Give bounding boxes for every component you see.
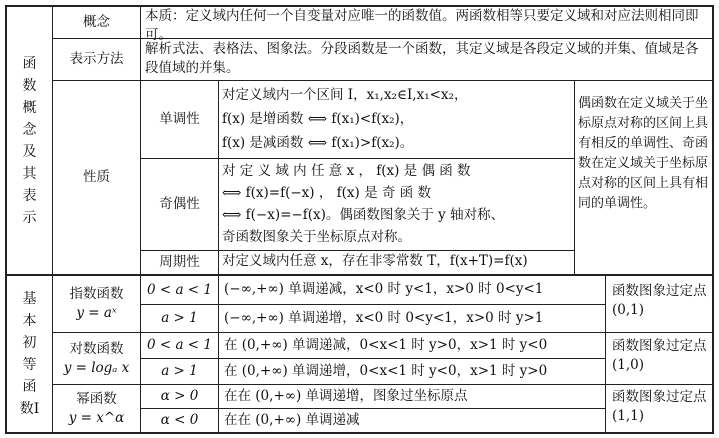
power-name bbox=[53, 385, 140, 432]
parity-line4: 奇函数图象关于坐标原点对称。 bbox=[222, 229, 411, 245]
concept-name: 概念 bbox=[83, 14, 110, 30]
monotonic-line3: f(x) 是减函数 ⟺ f(x₁)>f(x₂)。 bbox=[222, 135, 414, 151]
pow-cond-1: α > 0 bbox=[160, 388, 199, 404]
exp-desc-2: (−∞,+∞) 单调递增，x<0 时 0<y<1，x>0 时 y>1 bbox=[224, 310, 544, 326]
logarithmic-title: 对数函数 bbox=[69, 340, 124, 357]
periodic-text: 对定义域内任意 x，存在非零常数 T，f(x+T)=f(x) bbox=[222, 253, 528, 269]
log-cond-1: 0 < a < 1 bbox=[146, 337, 212, 353]
log-desc-1: 在 (0,+∞) 单调递减，0<x<1 时 y>0，x>1 时 y<0 bbox=[224, 337, 548, 353]
parity-line1: 对 定 义 域 内 任 意 x ， f(x) 是 偶 函 数 bbox=[222, 163, 471, 179]
logarithmic-name bbox=[53, 333, 140, 384]
log-desc-2: 在 (0,+∞) 单调递增，0<x<1 时 y<0，x>1 时 y>0 bbox=[224, 363, 548, 379]
exp-cond-1: 0 < a < 1 bbox=[146, 281, 212, 298]
monotonic-line1: 对定义域内一个区间 I，x₁,x₂∈I,x₁<x₂， bbox=[222, 87, 468, 103]
parity-text bbox=[222, 160, 572, 249]
properties-name: 性质 bbox=[83, 169, 110, 185]
pow-desc-1: 在在 (0,+∞) 单调递增，图象过坐标原点 bbox=[224, 388, 468, 404]
properties-note: 偶函数在定义域关于坐标原点对称的区间上具有相反的单调性、奇函数在定义域关于坐标原点对称的区间上具有相同的单调性。 bbox=[578, 96, 709, 211]
grid-line bbox=[605, 274, 606, 434]
section1-label: 函数概念及其表示 bbox=[22, 55, 37, 226]
power-note: 函数图象过定点 (1,1) bbox=[612, 389, 707, 424]
power-title: 幂函数 bbox=[76, 390, 117, 407]
section2-label: 基本初等函数Ⅰ bbox=[19, 291, 40, 417]
exp-desc-1: (−∞,+∞) 单调递减，x<0 时 y<1，x>0 时 0<y<1 bbox=[224, 281, 544, 297]
exponential-title: 指数函数 bbox=[69, 286, 124, 302]
concept-text: 本质：定义域内任何一个自变量对应唯一的函数值。两函数相等只要定义域和对应法则相同即可。 bbox=[145, 8, 699, 43]
representation-name: 表示方法 bbox=[69, 51, 124, 67]
monotonic-line2: f(x) 是增函数 ⟺ f(x₁)<f(x₂)， bbox=[222, 111, 414, 127]
parity-line2: ⟺ f(x)=f(−x) ， f(x) 是 奇 函 数 bbox=[222, 185, 431, 201]
monotonic-name: 单调性 bbox=[159, 111, 200, 127]
exponential-note: 函数图象过定点 (0,1) bbox=[612, 283, 707, 318]
grid-line bbox=[5, 432, 714, 434]
pow-cond-2: α < 0 bbox=[160, 412, 199, 428]
logarithmic-formula: y = logₐ x bbox=[63, 359, 130, 376]
exponential-formula: y = aˣ bbox=[76, 305, 117, 321]
grid-line bbox=[574, 80, 575, 274]
periodic-name: 周期性 bbox=[159, 254, 200, 270]
grid-line bbox=[218, 80, 219, 434]
pow-desc-2: 在在 (0,+∞) 单调递减 bbox=[224, 412, 360, 428]
exp-cond-2: a > 1 bbox=[161, 310, 198, 326]
grid-line bbox=[712, 5, 714, 434]
monotonic-text bbox=[222, 83, 572, 157]
power-formula: y = x^α bbox=[68, 409, 125, 426]
log-cond-2: a > 1 bbox=[161, 363, 198, 379]
parity-name: 奇偶性 bbox=[159, 196, 200, 212]
exponential-name bbox=[53, 276, 140, 332]
representation-text: 解析式法、表格法、图象法。分段函数是一个函数，其定义域是各段定义域的并集、值域是各段值域的并集。 bbox=[145, 41, 699, 76]
parity-line3: ⟺ f(−x)=−f(x)。偶函数图象关于 y 轴对称、 bbox=[222, 207, 505, 223]
logarithmic-note: 函数图象过定点 (1,0) bbox=[612, 338, 707, 373]
